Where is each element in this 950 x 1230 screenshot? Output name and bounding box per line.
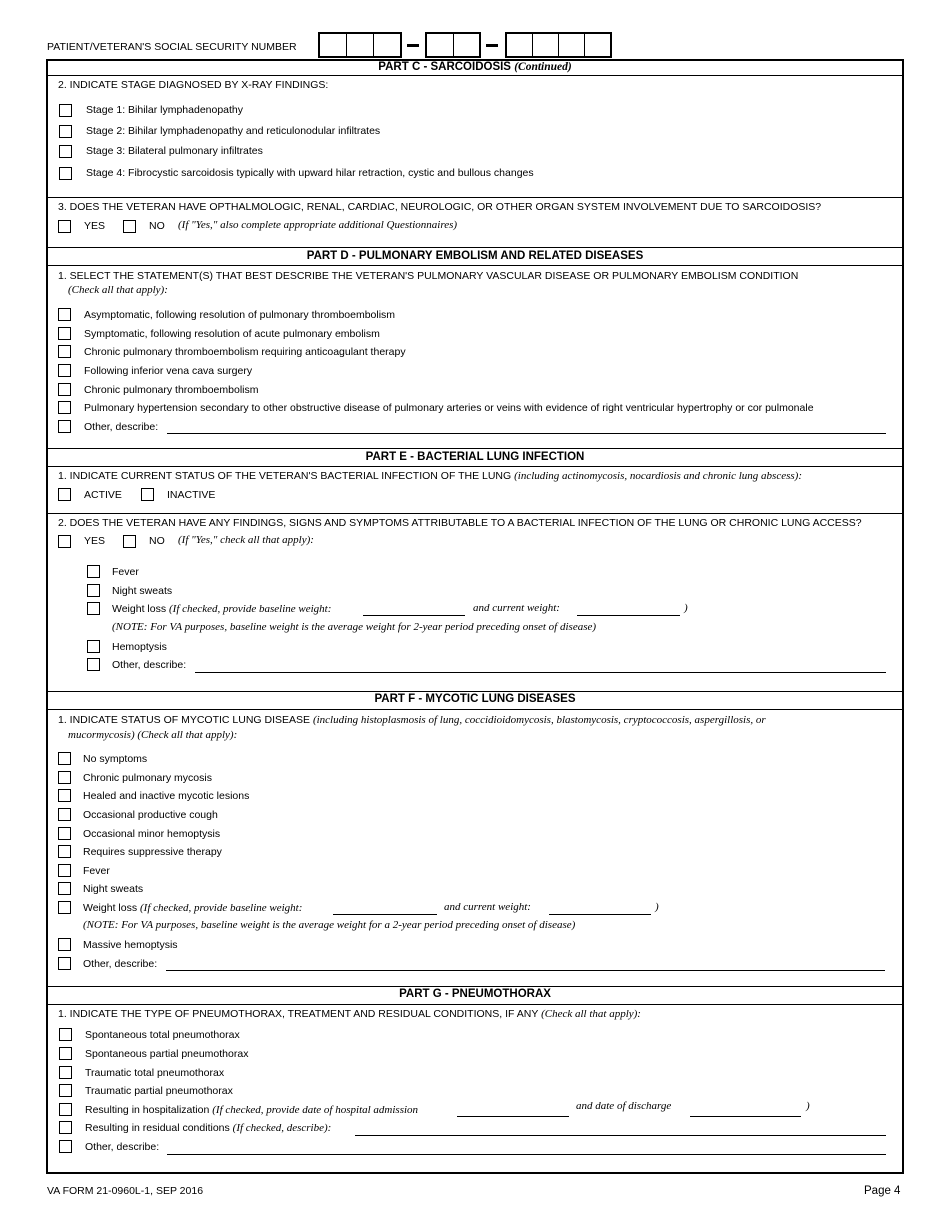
d-other-field[interactable] — [167, 433, 886, 434]
form-frame — [46, 59, 904, 1174]
q3-no-label: NO — [149, 220, 165, 232]
checkbox-e-night-sweats[interactable] — [87, 584, 100, 597]
part-c-header: PART C - SARCOIDOSIS (Continued) — [378, 61, 572, 73]
f-close-paren: ) — [655, 901, 659, 913]
checkbox-g-3[interactable] — [59, 1066, 72, 1079]
f-item-2: Chronic pulmonary mycosis — [83, 772, 212, 784]
checkbox-e-weight-loss[interactable] — [87, 602, 100, 615]
g-item-4: Traumatic partial pneumothorax — [85, 1085, 233, 1097]
ssn-field-area[interactable] — [318, 32, 402, 58]
stage-2-label: Stage 2: Bihilar lymphadenopathy and reticulonodular infiltrates — [86, 125, 381, 137]
checkbox-stage-1[interactable] — [59, 104, 72, 117]
page-number: Page 4 — [864, 1185, 901, 1197]
f-item-7: Fever — [83, 865, 110, 877]
checkbox-f-6[interactable] — [58, 845, 71, 858]
f-note: (NOTE: For VA purposes, baseline weight is the average weight for a 2-year period preceding onset of disease) — [83, 919, 576, 931]
stage-3-label: Stage 3: Bilateral pulmonary infiltrates — [86, 145, 263, 157]
part-c-q3: 3. DOES THE VETERAN HAVE OPTHALMOLOGIC, RENAL, CARDIAC, NEUROLOGIC, OR OTHER ORGAN SYSTEM INVOLVEMENT DUE TO SARCOIDOSIS? — [58, 201, 822, 213]
stage-1-label: Stage 1: Bihilar lymphadenopathy — [86, 104, 244, 116]
checkbox-active[interactable] — [58, 488, 71, 501]
d-item-3: Chronic pulmonary thromboembolism requiring anticoagulant therapy — [84, 346, 406, 358]
checkbox-f-8[interactable] — [58, 882, 71, 895]
inactive-label: INACTIVE — [167, 489, 216, 501]
e-fever-label: Fever — [112, 566, 139, 578]
checkbox-g-1[interactable] — [59, 1028, 72, 1041]
e-baseline-weight-field[interactable] — [363, 615, 465, 616]
g-item-3: Traumatic total pneumothorax — [85, 1067, 225, 1079]
checkbox-g-2[interactable] — [59, 1047, 72, 1060]
stage-4-label: Stage 4: Fibrocystic sarcoidosis typically with upward hilar retraction, cystic and bullous changes — [86, 167, 534, 179]
d-other-label: Other, describe: — [84, 421, 159, 433]
part-f-q1: 1. INDICATE STATUS OF MYCOTIC LUNG DISEASE (including histoplasmosis of lung, coccidioidomycosis, blastomycosis, cryptococcosis, aspergillosis, or — [58, 714, 766, 726]
part-g-q1: 1. INDICATE THE TYPE OF PNEUMOTHORAX, TREATMENT AND RESIDUAL CONDITIONS, IF ANY (Check all that apply): — [58, 1008, 641, 1020]
f-current-weight-label: and current weight: — [444, 901, 531, 913]
ssn-field-serial[interactable] — [505, 32, 612, 58]
f-item-3: Healed and inactive mycotic lesions — [83, 790, 250, 802]
checkbox-e-no[interactable] — [123, 535, 136, 548]
checkbox-f-4[interactable] — [58, 808, 71, 821]
part-f-header: PART F - MYCOTIC LUNG DISEASES — [374, 693, 576, 705]
checkbox-e-yes[interactable] — [58, 535, 71, 548]
part-e-header: PART E - BACTERIAL LUNG INFECTION — [365, 451, 585, 463]
checkbox-stage-4[interactable] — [59, 167, 72, 180]
d-item-2: Symptomatic, following resolution of acute pulmonary embolism — [84, 328, 380, 340]
e-weight-loss-label: Weight loss (If checked, provide baseline weight: — [112, 603, 332, 615]
f-current-weight-field[interactable] — [549, 914, 651, 915]
checkbox-f-1[interactable] — [58, 752, 71, 765]
checkbox-f-5[interactable] — [58, 827, 71, 840]
q3-yes-label: YES — [84, 220, 106, 232]
e-no-label: NO — [149, 535, 165, 547]
g-other-field[interactable] — [167, 1154, 886, 1155]
checkbox-e-fever[interactable] — [87, 565, 100, 578]
f-other-field[interactable] — [166, 970, 885, 971]
g-discharge-label: and date of discharge — [576, 1100, 672, 1112]
e-hemoptysis-label: Hemoptysis — [112, 641, 167, 653]
checkbox-e-other[interactable] — [87, 658, 100, 671]
checkbox-stage-2[interactable] — [59, 125, 72, 138]
checkbox-f-3[interactable] — [58, 789, 71, 802]
g-other-label: Other, describe: — [85, 1141, 160, 1153]
g-residual-field[interactable] — [355, 1135, 886, 1136]
checkbox-f-2[interactable] — [58, 771, 71, 784]
e-close-paren: ) — [684, 602, 688, 614]
e-q2-note: (If "Yes," check all that apply): — [178, 534, 314, 546]
checkbox-f-weight-loss[interactable] — [58, 901, 71, 914]
d-item-4: Following inferior vena cava surgery — [84, 365, 253, 377]
g-item-2: Spontaneous partial pneumothorax — [85, 1048, 249, 1060]
checkbox-d-3[interactable] — [58, 345, 71, 358]
e-other-field[interactable] — [195, 672, 886, 673]
checkbox-g-4[interactable] — [59, 1084, 72, 1097]
f-item-1: No symptoms — [83, 753, 148, 765]
f-item-8: Night sweats — [83, 883, 144, 895]
g-residual-label: Resulting in residual conditions (If checked, describe): — [85, 1122, 332, 1134]
f-other-label: Other, describe: — [83, 958, 158, 970]
part-e-q1: 1. INDICATE CURRENT STATUS OF THE VETERAN'S BACTERIAL INFECTION OF THE LUNG (including actinomycosis, nocardiosis and chronic lung abscess): — [58, 470, 802, 482]
part-d-q1-note: (Check all that apply): — [68, 284, 168, 296]
ssn-dash — [486, 44, 498, 47]
g-close-paren: ) — [806, 1100, 810, 1112]
d-item-6: Pulmonary hypertension secondary to other obstructive disease of pulmonary arteries or veins with evidence of right ventricular hypertrophy or cor pulmonale — [84, 402, 814, 414]
form-id: VA FORM 21-0960L-1, SEP 2016 — [47, 1185, 204, 1197]
f-baseline-weight-field[interactable] — [333, 914, 437, 915]
d-item-5: Chronic pulmonary thromboembolism — [84, 384, 259, 396]
checkbox-q3-yes[interactable] — [58, 220, 71, 233]
e-current-weight-label: and current weight: — [473, 602, 560, 614]
ssn-label: PATIENT/VETERAN'S SOCIAL SECURITY NUMBER — [47, 41, 297, 53]
part-e-q2: 2. DOES THE VETERAN HAVE ANY FINDINGS, SIGNS AND SYMPTOMS ATTRIBUTABLE TO A BACTERIAL INFECTION OF THE LUNG OR CHRONIC LUNG ACCESS? — [58, 517, 862, 529]
checkbox-g-other[interactable] — [59, 1140, 72, 1153]
part-f-q1-cont: mucormycosis) (Check all that apply): — [68, 729, 238, 741]
e-yes-label: YES — [84, 535, 106, 547]
checkbox-d-5[interactable] — [58, 383, 71, 396]
e-night-sweats-label: Night sweats — [112, 585, 173, 597]
e-current-weight-field[interactable] — [577, 615, 680, 616]
part-d-q1: 1. SELECT THE STATEMENT(S) THAT BEST DESCRIBE THE VETERAN'S PULMONARY VASCULAR DISEASE OR PULMONARY EMBOLISM CONDITION — [58, 270, 799, 282]
f-weight-loss-label: Weight loss (If checked, provide baseline weight: — [83, 902, 303, 914]
f-massive-label: Massive hemoptysis — [83, 939, 178, 951]
checkbox-e-hemoptysis[interactable] — [87, 640, 100, 653]
part-d-header: PART D - PULMONARY EMBOLISM AND RELATED DISEASES — [306, 250, 644, 262]
checkbox-f-7[interactable] — [58, 864, 71, 877]
ssn-field-group[interactable] — [425, 32, 481, 58]
checkbox-d-4[interactable] — [58, 364, 71, 377]
checkbox-inactive[interactable] — [141, 488, 154, 501]
q3-note: (If "Yes," also complete appropriate additional Questionnaires) — [178, 219, 458, 231]
f-item-6: Requires suppressive therapy — [83, 846, 222, 858]
f-item-4: Occasional productive cough — [83, 809, 218, 821]
active-label: ACTIVE — [84, 489, 122, 501]
checkbox-stage-3[interactable] — [59, 145, 72, 158]
g-hosp-label: Resulting in hospitalization (If checked, provide date of hospital admission — [85, 1104, 419, 1116]
checkbox-d-2[interactable] — [58, 327, 71, 340]
g-item-1: Spontaneous total pneumothorax — [85, 1029, 240, 1041]
checkbox-d-1[interactable] — [58, 308, 71, 321]
checkbox-d-6[interactable] — [58, 401, 71, 414]
e-other-label: Other, describe: — [112, 659, 187, 671]
part-c-q2: 2. INDICATE STAGE DIAGNOSED BY X-RAY FINDINGS: — [58, 79, 329, 91]
g-admission-date-field[interactable] — [457, 1116, 569, 1117]
checkbox-g-hosp[interactable] — [59, 1103, 72, 1116]
checkbox-d-other[interactable] — [58, 420, 71, 433]
checkbox-g-residual[interactable] — [59, 1121, 72, 1134]
g-discharge-date-field[interactable] — [690, 1116, 801, 1117]
part-g-header: PART G - PNEUMOTHORAX — [399, 988, 551, 1000]
ssn-dash — [407, 44, 419, 47]
checkbox-f-massive[interactable] — [58, 938, 71, 951]
d-item-1: Asymptomatic, following resolution of pulmonary thromboembolism — [84, 309, 396, 321]
checkbox-f-other[interactable] — [58, 957, 71, 970]
e-note: (NOTE: For VA purposes, baseline weight is the average weight for 2-year period preceding onset of disease) — [112, 621, 597, 633]
checkbox-q3-no[interactable] — [123, 220, 136, 233]
f-item-5: Occasional minor hemoptysis — [83, 828, 221, 840]
